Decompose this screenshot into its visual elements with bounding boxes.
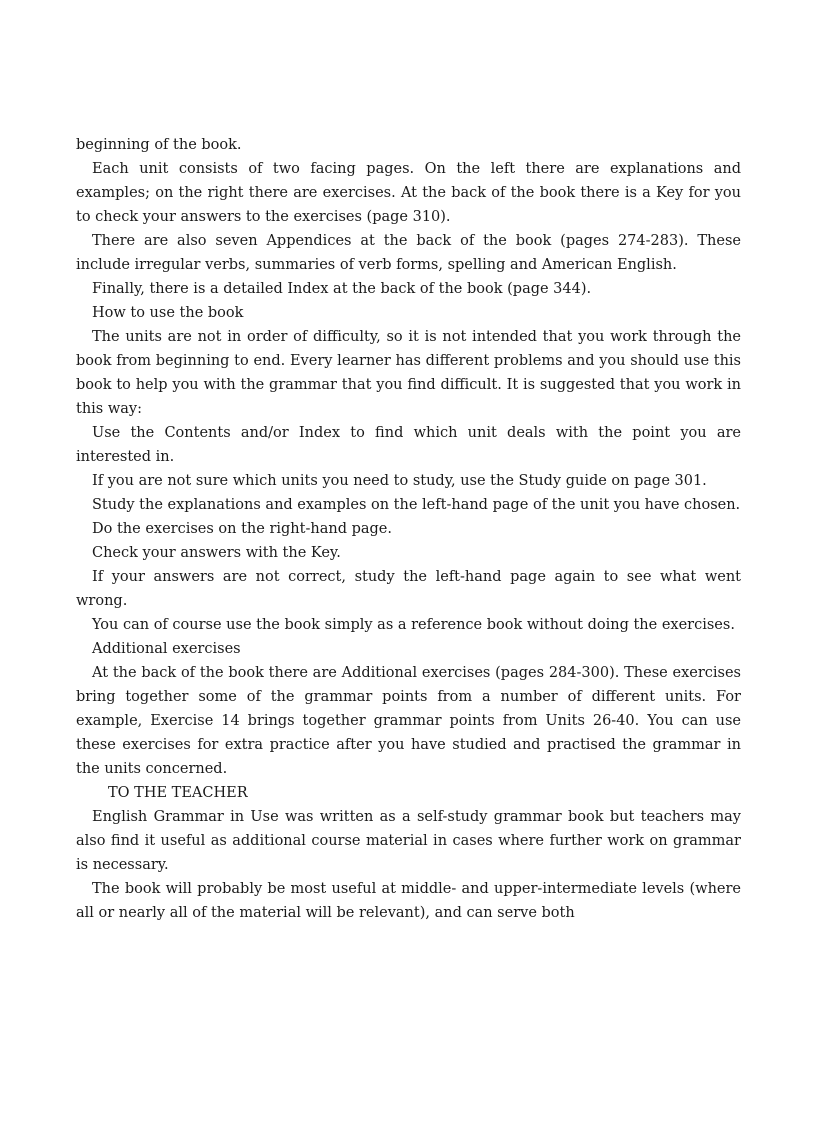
- document-page: [76, 133, 741, 925]
- paragraph: You can of course use the book simply as a reference book without doing the exercises.: [92, 617, 735, 633]
- paragraph: Study the explanations and examples on the left-hand page of the unit you have chosen.: [92, 497, 741, 513]
- paragraph: Use the Contents and/or Index to find which unit deals with the point you are interested in.: [76, 425, 741, 465]
- paragraph: Do the exercises on the right-hand page.: [92, 521, 392, 537]
- paragraph: At the back of the book there are Additional exercises (pages 284-300). These exercises bring together some of the grammar points from a number of different units. For example, Exercise 14 brings together grammar points from Units 26-40. You can use these exercises for extra practice after you have studied and practised the grammar in the units concerned.: [76, 665, 741, 777]
- section-heading: How to use the book: [92, 305, 244, 321]
- paragraph: Each unit consists of two facing pages. On the left there are explanations and examples; on the right there are exercises. At the back of the book there is a Key for you to check your answers to the exercises (page 310).: [76, 161, 741, 225]
- paragraph: The units are not in order of difficulty, so it is not intended that you work through the book from beginning to end. Every learner has different problems and you should use this book to help you with the grammar that you find difficult. It is suggested that you work in this way:: [76, 329, 741, 417]
- paragraph: English Grammar in Use was written as a self-study grammar book but teachers may also find it useful as additional course material in cases where further work on grammar is necessary.: [76, 809, 741, 873]
- section-heading: Additional exercises: [92, 641, 241, 657]
- paragraph: beginning of the book.: [76, 137, 242, 153]
- paragraph: The book will probably be most useful at middle- and upper-intermediate levels (where all or nearly all of the material will be relevant), and can serve both: [76, 881, 741, 921]
- paragraph: If your answers are not correct, study the left-hand page again to see what went wrong.: [76, 569, 741, 609]
- paragraph: Finally, there is a detailed Index at the back of the book (page 344).: [92, 281, 592, 297]
- paragraph: There are also seven Appendices at the back of the book (pages 274-283). These include irregular verbs, summaries of verb forms, spelling and American English.: [76, 233, 741, 273]
- paragraph: Check your answers with the Key.: [92, 545, 341, 561]
- section-heading-teacher: TO THE TEACHER: [108, 785, 248, 801]
- paragraph: If you are not sure which units you need to study, use the Study guide on page 301.: [92, 473, 707, 489]
